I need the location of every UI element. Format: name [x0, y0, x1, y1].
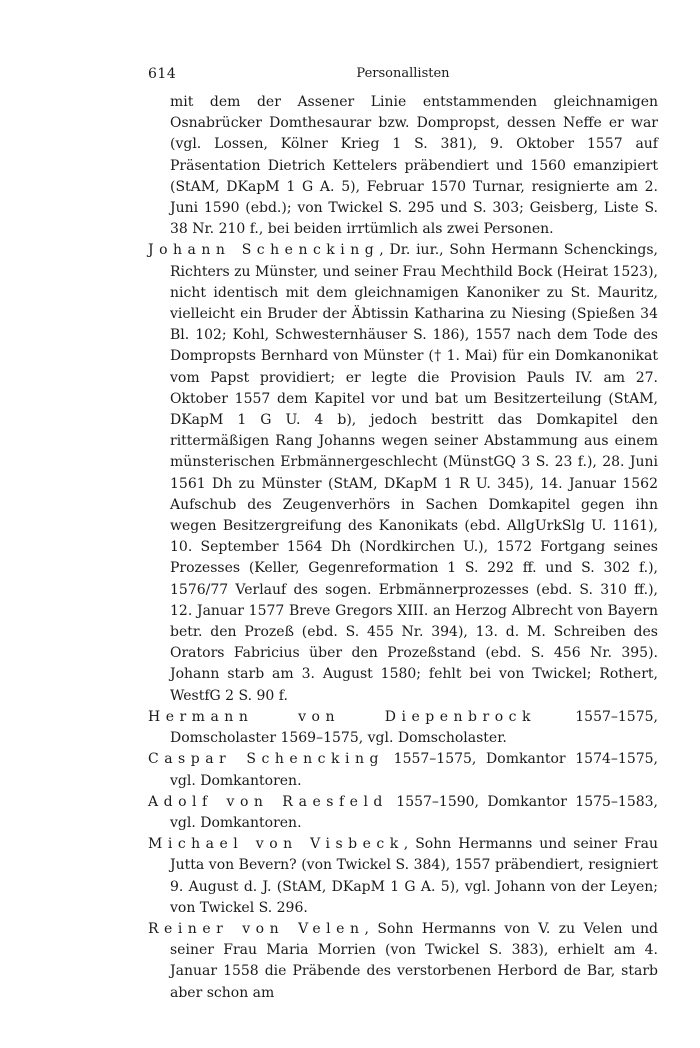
entry-name: Hermann von Diepenbrock	[148, 708, 536, 725]
entry-continuation: mit dem der Assener Linie entstammenden gleichnamigen Osnabrücker Domthesaurar bzw. Dompropst, dessen Neffe er war (vgl. Lossen, Kölner Krieg 1 S. 381), 9. Oktober 1557 auf Präsentation Dietrich Kettelers präbendiert und 1560 emanzipiert (StAM, DKapM 1 G A. 5), Februar 1570 Turnar, resignierte am 2. Juni 1590 (ebd.); von Twickel S. 295 und S. 303; Geisberg, Liste S. 38 Nr. 210 f., bei beiden irrtümlich als zwei Personen.	[170, 94, 658, 238]
page-body	[148, 92, 658, 1004]
entry-caspar-schencking	[148, 749, 658, 791]
entry-adolf-von-raesfeld	[148, 792, 658, 834]
page-number: 614	[148, 66, 177, 82]
entry-name: Reiner von Velen	[148, 920, 365, 937]
entry-name: Michael von Visbeck	[148, 836, 404, 853]
entry-text: 1557–1575, Domkantor 1574–1575, vgl. Domkantoren.	[170, 751, 658, 789]
entry-name: Adolf von Raesfeld	[148, 793, 388, 810]
entry-johann-schencking	[148, 240, 658, 706]
entry-michael-von-visbeck	[148, 834, 658, 919]
entry-text: 1557–1590, Domkantor 1575–1583, vgl. Domkantoren.	[170, 793, 659, 831]
entry-hermann-von-diepenbrock	[148, 707, 658, 749]
entry-text: , Dr. iur., Sohn Hermann Schenckings, Richters zu Münster, und seiner Frau Mechthild Bock (Heirat 1523), nicht identisch mit dem gleichnamigen Kanoniker zu St. Mauritz, vielleicht ein Bruder der Äbtissin Katharina zu Niesing (Spießen 34 Bl. 102; Kohl, Schwesternhäuser S. 186), 1557 nach dem Tode des Dompropsts Bernhard von Münster († 1. Mai) für ein Domkanonikat vom Papst providiert; er legte die Provision Pauls IV. am 27. Oktober 1557 dem Kapitel vor und bat um Besitzerteilung (StAM, DKapM 1 G U. 4 b), jedoch bestritt das Domkapitel den rittermäßigen Rang Johanns wegen seiner Abstammung aus einem münsterischen Erbmännergeschlecht (MünstGQ 3 S. 23 f.), 28. Juni 1561 Dh zu Münster (StAM, DKapM 1 R U. 345), 14. Januar 1562 Aufschub des Zeugenverhörs in Sachen Domkapitel gegen ihn wegen Besitzergreifung des Kanonikats (ebd. AllgUrkSlg U. 1161), 10. September 1564 Dh (Nordkirchen U.), 1572 Fortgang seines Prozesses (Keller, Gegenreformation 1 S. 292 ff. und S. 302 f.), 1576/77 Verlauf des sogen. Erbmännerprozesses (ebd. S. 310 ff.), 12. Januar 1577 Breve Gregors XIII. an Herzog Albrecht von Bayern betr. den Prozeß (ebd. S. 455 Nr. 394), 13. d. M. Schreiben des Orators Fabricius über den Prozeßstand (ebd. S. 456 Nr. 395). Johann starb am 3. August 1580; fehlt bei von Twickel; Rothert, WestfG 2 S. 90 f.	[170, 242, 659, 704]
entry-text: , Sohn Hermanns von V. zu Velen und seiner Frau Maria Morrien (von Twickel S. 383), erhielt am 4. Januar 1558 die Präbende des verstorbenen Herbord de Bar, starb aber schon am	[170, 920, 658, 1001]
entry-reiner-von-velen	[148, 919, 658, 1004]
entry-name: Caspar Schencking	[148, 751, 384, 768]
entry-name: Johann Schencking	[148, 242, 380, 259]
page-header	[148, 64, 658, 84]
entry-text: , Sohn Hermanns und seiner Frau Jutta von Bevern? (von Twickel S. 384), 1557 präbendiert, resigniert 9. August d. J. (StAM, DKapM 1 G A. 5), vgl. Johann von der Leyen; von Twickel S. 296.	[170, 836, 658, 916]
running-head: Personallisten	[356, 66, 450, 81]
entry-text: 1557–1575, Domscholaster 1569–1575, vgl. Domscholaster.	[170, 708, 658, 747]
